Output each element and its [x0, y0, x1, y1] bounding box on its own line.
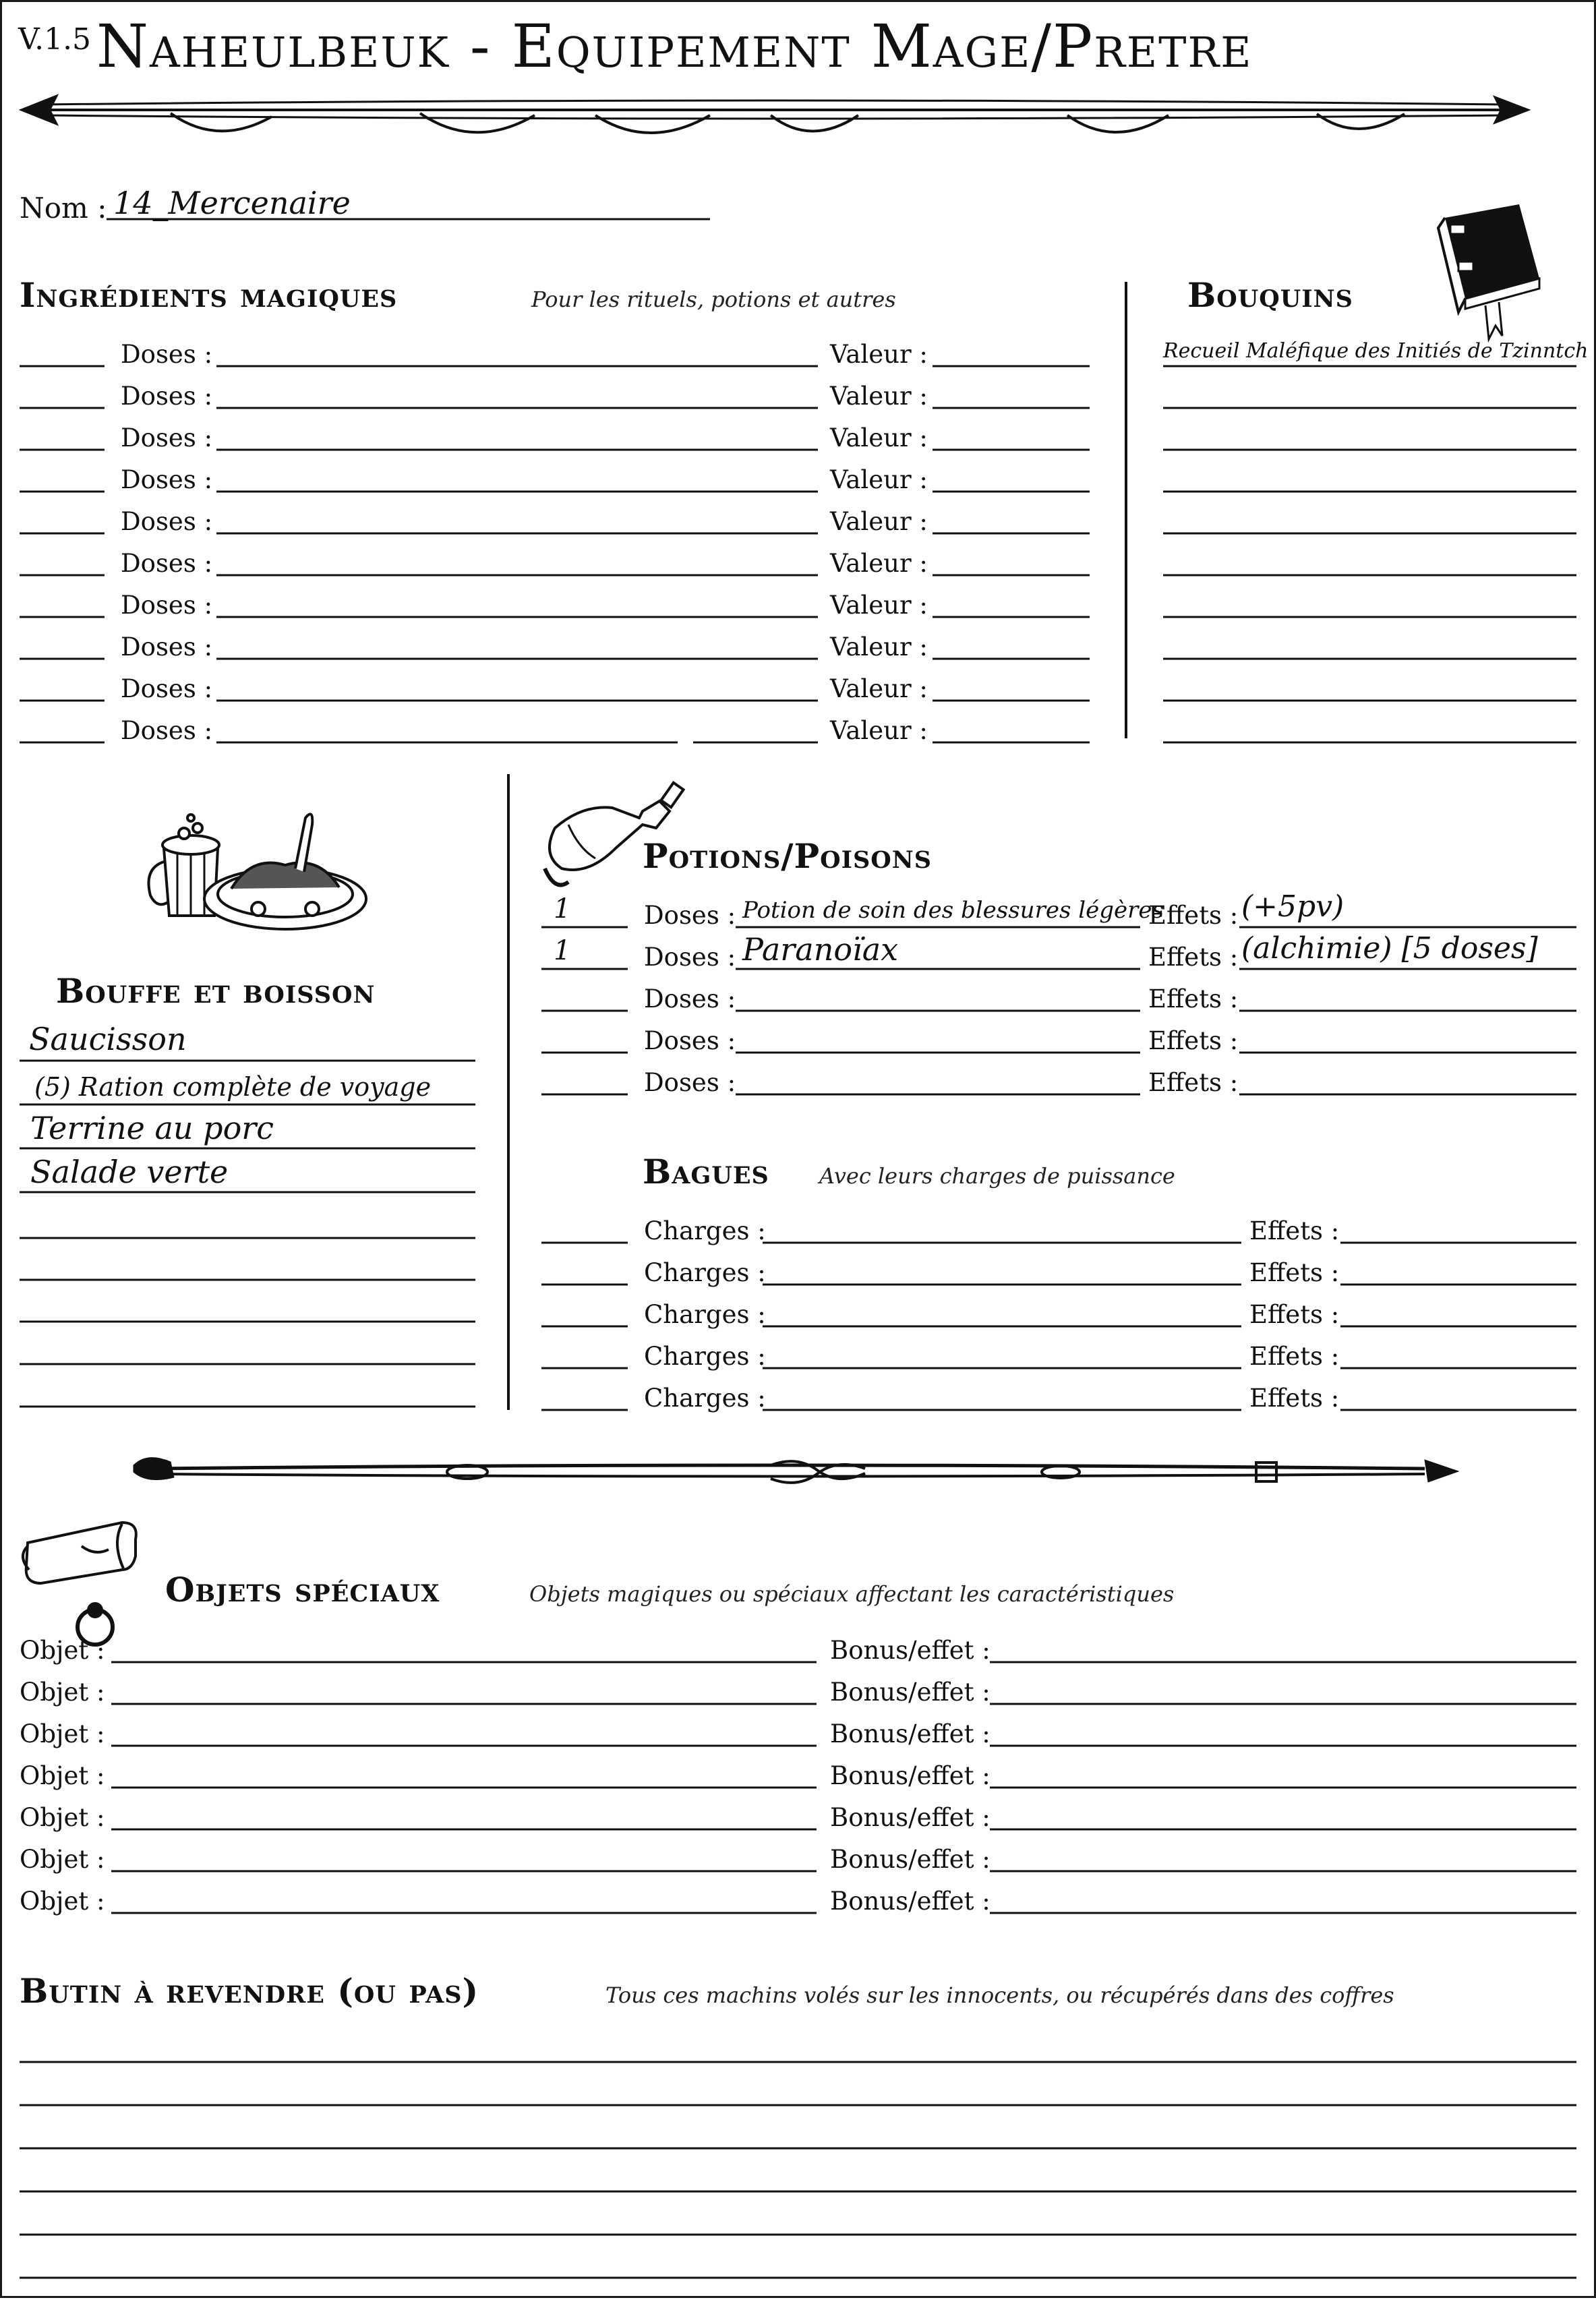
ingredient-valeur-label: Valeur : [830, 591, 928, 620]
butin-subtitle: Tous ces machins volés sur les innocents, ou récupérés dans des coffres [605, 1982, 1394, 2008]
ingredient-valeur-label: Valeur : [830, 423, 928, 452]
food-icon [149, 814, 367, 929]
ingredient-doses-label: Doses : [121, 507, 213, 536]
nom-field[interactable]: 14_Mercenaire [113, 185, 351, 221]
butin-title: Butin à revendre (ou pas) [20, 1971, 479, 2011]
potion-name[interactable]: Potion de soin des blessures légères [742, 897, 1164, 924]
potion-doses-label: Doses : [644, 1068, 736, 1097]
potion-doses-label: Doses : [644, 943, 736, 972]
bonus-label: Bonus/effet : [830, 1803, 991, 1832]
objet-label: Objet : [20, 1803, 105, 1832]
objet-label: Objet : [20, 1845, 105, 1874]
bague-charges-label: Charges : [644, 1384, 766, 1413]
ingredient-doses-label: Doses : [121, 340, 213, 369]
book-icon [1438, 204, 1539, 339]
ingredient-valeur-label: Valeur : [830, 465, 928, 494]
bonus-label: Bonus/effet : [830, 1887, 991, 1916]
potion-effect[interactable]: (alchimie) [5 doses] [1241, 931, 1538, 966]
bonus-label: Bonus/effet : [830, 1678, 991, 1707]
potions-title: Potions/Poisons [643, 836, 933, 876]
bague-effets-label: Effets : [1249, 1342, 1340, 1371]
ingredient-doses-label: Doses : [121, 549, 213, 578]
potion-effets-label: Effets : [1148, 943, 1239, 972]
potion-name[interactable]: Paranoïax [742, 931, 899, 968]
bonus-label: Bonus/effet : [830, 1761, 991, 1790]
bagues-subtitle: Avec leurs charges de puissance [819, 1163, 1175, 1189]
objet-label: Objet : [20, 1887, 105, 1916]
ingredient-doses-label: Doses : [121, 716, 213, 745]
potion-doses-label: Doses : [644, 1026, 736, 1055]
bague-charges-label: Charges : [644, 1216, 766, 1245]
spear-divider-icon [22, 96, 1527, 133]
bouffe-title: Bouffe et boisson [56, 971, 376, 1011]
ingredient-doses-label: Doses : [121, 632, 213, 661]
objet-label: Objet : [20, 1719, 105, 1748]
bouquins-title: Bouquins [1187, 275, 1353, 315]
objets-title: Objets spéciaux [165, 1570, 440, 1610]
ingredient-valeur-label: Valeur : [830, 716, 928, 745]
objet-label: Objet : [20, 1761, 105, 1790]
potion-effets-label: Effets : [1148, 1026, 1239, 1055]
ingredient-valeur-label: Valeur : [830, 340, 928, 369]
ingredient-valeur-label: Valeur : [830, 674, 928, 703]
ingredient-doses-label: Doses : [121, 465, 213, 494]
potion-effets-label: Effets : [1148, 984, 1239, 1013]
bague-effets-label: Effets : [1249, 1384, 1340, 1413]
ingredients-subtitle: Pour les rituels, potions et autres [531, 287, 896, 312]
ingredient-doses-label: Doses : [121, 591, 213, 620]
scroll-ring-icon [23, 1523, 136, 1645]
potion-qty[interactable]: 1 [554, 893, 571, 924]
ingredient-valeur-label: Valeur : [830, 549, 928, 578]
bouffe-item[interactable]: Terrine au porc [30, 1110, 274, 1146]
potion-effets-label: Effets : [1148, 1068, 1239, 1097]
ingredient-valeur-label: Valeur : [830, 507, 928, 536]
objet-label: Objet : [20, 1678, 105, 1707]
bague-charges-label: Charges : [644, 1258, 766, 1287]
ingredient-doses-label: Doses : [121, 423, 213, 452]
bague-charges-label: Charges : [644, 1300, 766, 1329]
bouffe-item[interactable]: Saucisson [29, 1021, 187, 1057]
ingredient-doses-label: Doses : [121, 674, 213, 703]
staff-divider-icon [134, 1458, 1458, 1483]
bague-effets-label: Effets : [1249, 1300, 1340, 1329]
bonus-label: Bonus/effet : [830, 1845, 991, 1874]
potion-doses-label: Doses : [644, 901, 736, 930]
potion-doses-label: Doses : [644, 984, 736, 1013]
ingredient-doses-label: Doses : [121, 382, 213, 411]
version-label: V.1.5 [18, 22, 92, 57]
potion-effect[interactable]: (+5pv) [1241, 889, 1344, 924]
potion-effets-label: Effets : [1148, 901, 1239, 930]
objet-label: Objet : [20, 1636, 105, 1665]
bague-effets-label: Effets : [1249, 1216, 1340, 1245]
nom-label: Nom : [20, 191, 107, 225]
bague-charges-label: Charges : [644, 1342, 766, 1371]
bagues-title: Bagues [643, 1152, 769, 1191]
bouffe-item[interactable]: (5) Ration complète de voyage [34, 1072, 432, 1102]
bonus-label: Bonus/effet : [830, 1719, 991, 1748]
ingredients-title: Ingrédients magiques [20, 275, 398, 315]
ingredient-valeur-label: Valeur : [830, 382, 928, 411]
potion-qty[interactable]: 1 [554, 935, 571, 966]
page-title: Naheulbeuk - Equipement Mage/Pretre [96, 11, 1253, 81]
bouffe-item[interactable]: Salade verte [30, 1154, 229, 1190]
bonus-label: Bonus/effet : [830, 1636, 991, 1665]
ingredient-valeur-label: Valeur : [830, 632, 928, 661]
form-lines [20, 219, 1576, 2278]
objets-subtitle: Objets magiques ou spéciaux affectant les caractéristiques [529, 1581, 1175, 1607]
bague-effets-label: Effets : [1249, 1258, 1340, 1287]
bouquins-item[interactable]: Recueil Maléfique des Initiés de Tzinntch [1163, 339, 1589, 363]
